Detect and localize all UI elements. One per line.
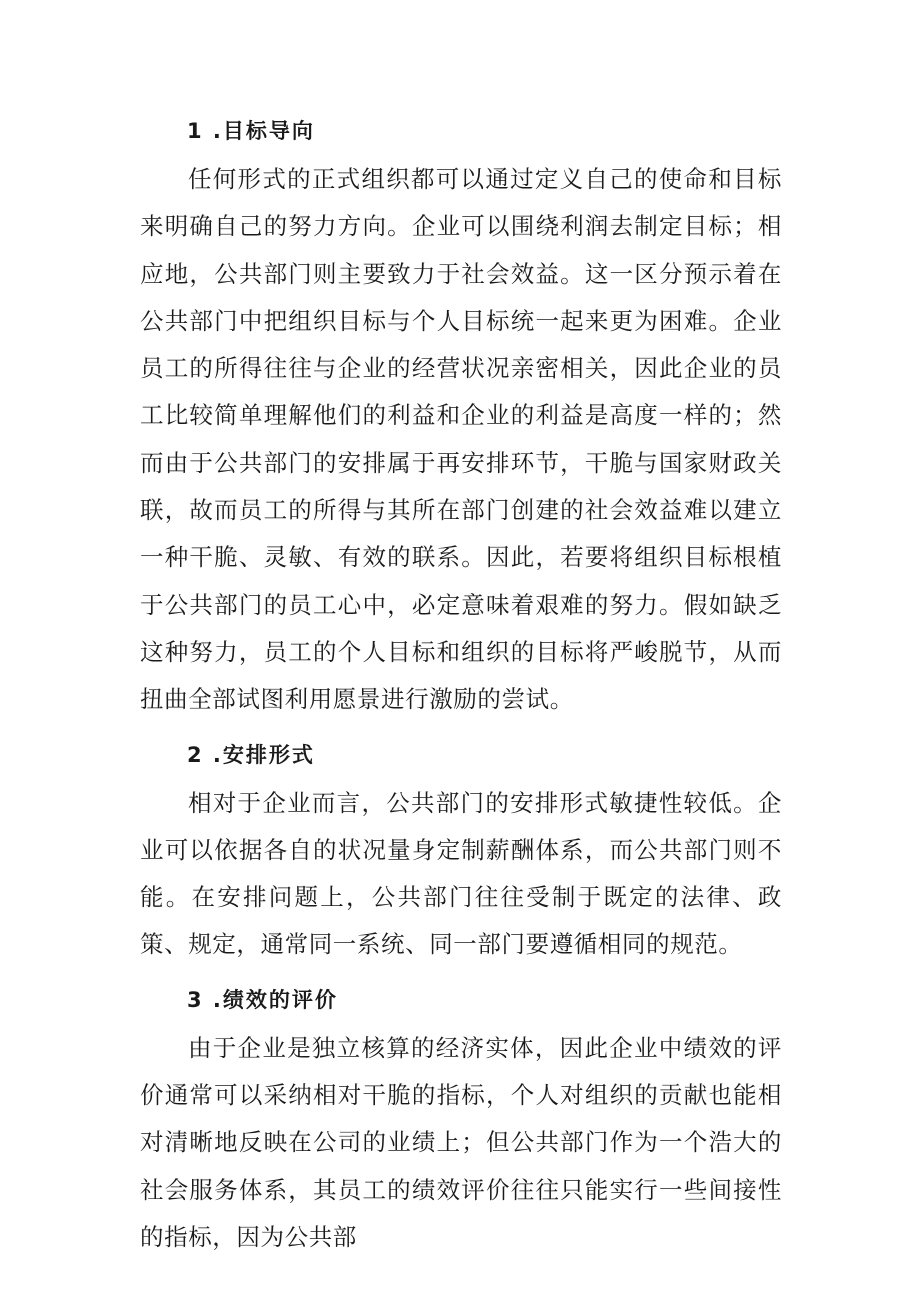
section-paragraph: 任何形式的正式组织都可以通过定义自己的使命和目标来明确自己的努力方向。企业可以围绕利润去制定目标；相应地，公共部门则主要致力于社会效益。这一区分预示着在公共部门中把组织目标与个人目标统一起来更为困难。企业员工的所得往往与企业的经营状况亲密相关，因此企业的员工比较简单理解他们的利益和企业的利益是高度一样的；然而由于公共部门的安排属于再安排环节，干脆与国家财政关联，故而员工的所得与其所在部门创建的社会效益难以建立一种干脆、灵敏、有效的联系。因此，若要将组织目标根植于公共部门的员工心中，必定意味着艰难的努力。假如缺乏这种努力，员工的个人目标和组织的目标将严峻脱节，从而扭曲全部试图利用愿景进行激励的尝试。	[140, 165, 782, 714]
document-page	[140, 106, 782, 1261]
section-heading: 2 .安排形式	[187, 742, 315, 767]
section-performance-evaluation	[140, 975, 782, 1261]
section-heading: 1 .目标导向	[187, 119, 315, 143]
section-arrangement-form	[140, 730, 782, 969]
section-paragraph: 相对于企业而言，公共部门的安排形式敏捷性较低。企业可以依据各自的状况量身定制薪酬体系，而公共部门则不能。在安排问题上，公共部门往往受制于既定的法律、政策、规定，通常同一系统、同一部门要遵循相同的规范。	[140, 788, 782, 959]
section-heading: 3 .绩效的评价	[187, 987, 338, 1012]
section-goal-orientation	[140, 106, 782, 724]
section-paragraph: 由于企业是独立核算的经济实体，因此企业中绩效的评价通常可以采纳相对干脆的指标，个人对组织的贡献也能相对清晰地反映在公司的业绩上；但公共部门作为一个浩大的社会服务体系，其员工的绩效评价往往只能实行一些间接性的指标，因为公共部	[140, 1033, 782, 1251]
